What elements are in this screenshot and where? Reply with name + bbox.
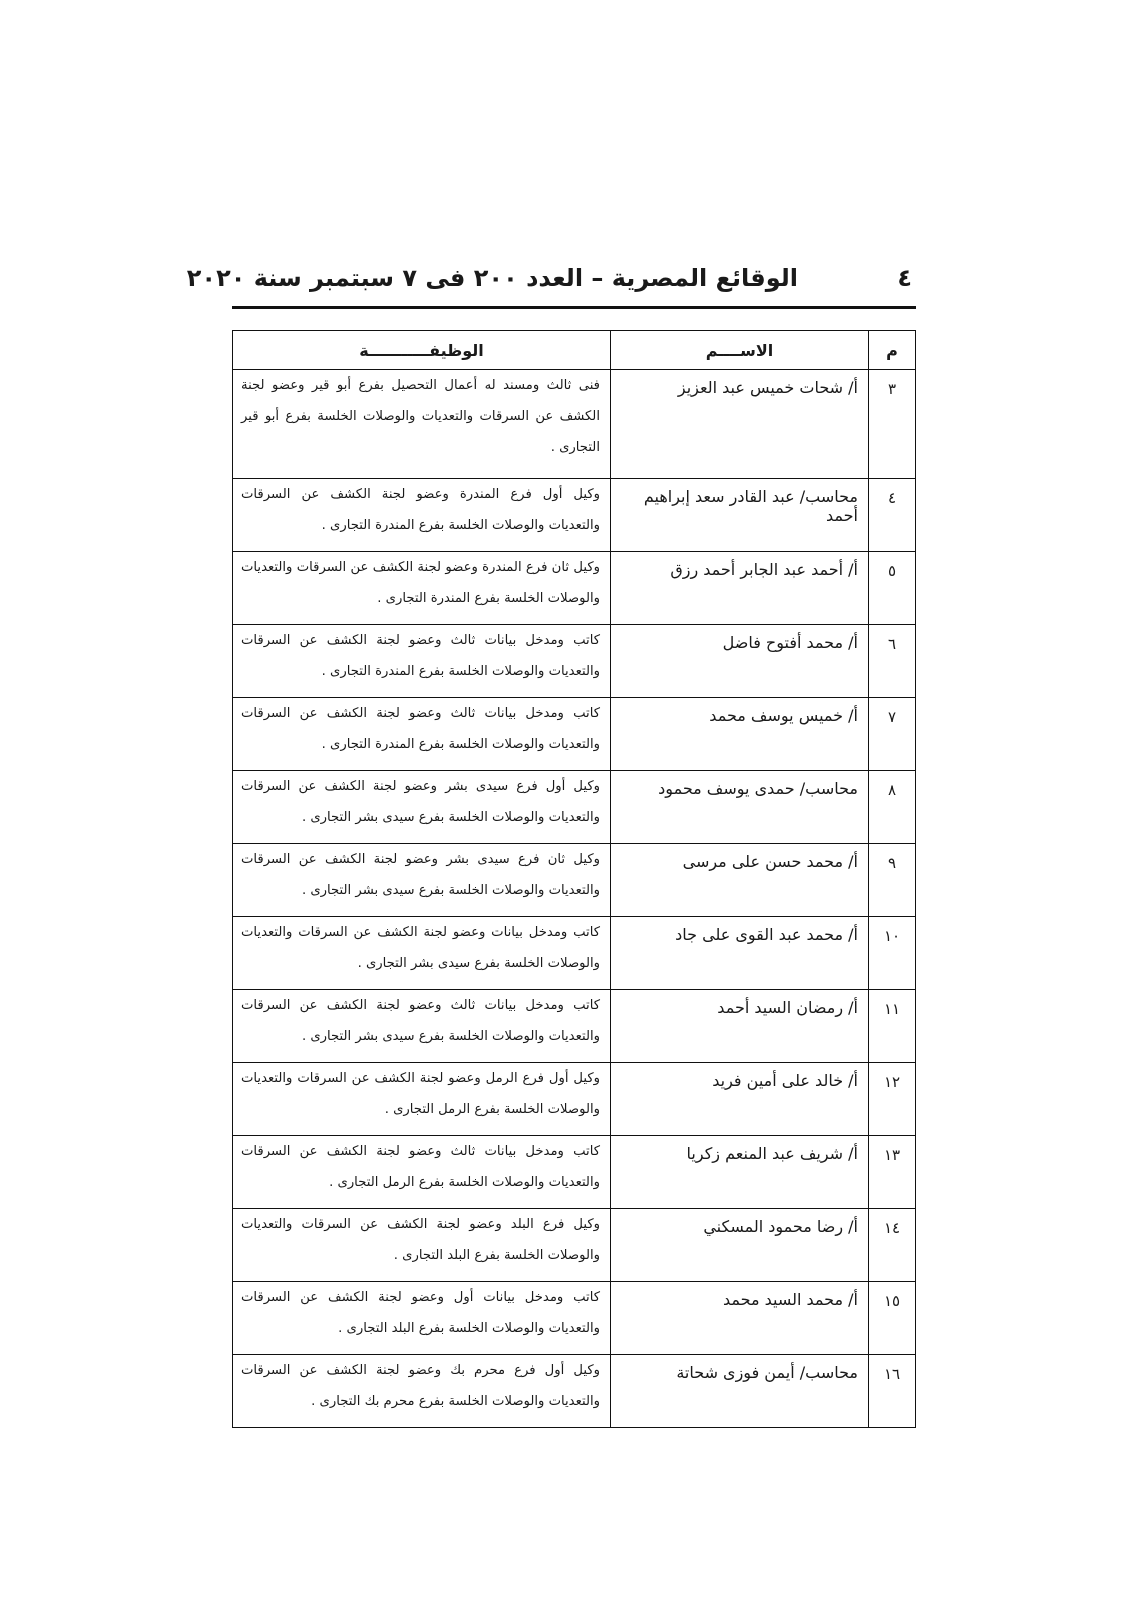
row-name: محاسب/ حمدى يوسف محمود	[611, 771, 869, 844]
table-row	[233, 698, 916, 771]
table-row	[233, 370, 916, 479]
page-header	[186, 262, 916, 302]
page-title: الوقائع المصرية – العدد ٢٠٠ فى ٧ سبتمبر سنة ٢٠٢٠	[186, 264, 798, 292]
table-row	[233, 625, 916, 698]
row-number: ١١	[869, 990, 916, 1063]
column-header-name: الاســــم	[611, 331, 869, 370]
row-job: وكيل ثان فرع سيدى بشر وعضو لجنة الكشف عن السرقات والتعديات والوصلات الخلسة بفرع سيدى بشر التجارى .	[233, 844, 611, 917]
table-row	[233, 1136, 916, 1209]
table-row	[233, 1282, 916, 1355]
row-number: ٣	[869, 370, 916, 479]
row-name: أ/ محمد السيد محمد	[611, 1282, 869, 1355]
row-job: وكيل فرع البلد وعضو لجنة الكشف عن السرقات والتعديات والوصلات الخلسة بفرع البلد التجارى .	[233, 1209, 611, 1282]
column-header-job: الوظيفـــــــــــة	[233, 331, 611, 370]
row-job: كاتب ومدخل بيانات ثالث وعضو لجنة الكشف عن السرقات والتعديات والوصلات الخلسة بفرع سيدى بشر التجارى .	[233, 990, 611, 1063]
row-number: ١٢	[869, 1063, 916, 1136]
row-name: أ/ شحات خميس عبد العزيز	[611, 370, 869, 479]
row-name: محاسب/ عبد القادر سعد إبراهيم أحمد	[611, 479, 869, 552]
header-divider	[232, 306, 916, 309]
row-job: كاتب ومدخل بيانات وعضو لجنة الكشف عن السرقات والتعديات والوصلات الخلسة بفرع سيدى بشر التجارى .	[233, 917, 611, 990]
row-name: أ/ رضا محمود المسكني	[611, 1209, 869, 1282]
page-number: ٤	[897, 264, 912, 292]
row-job: كاتب ومدخل بيانات ثالث وعضو لجنة الكشف عن السرقات والتعديات والوصلات الخلسة بفرع المندرة التجارى .	[233, 698, 611, 771]
row-job: وكيل ثان فرع المندرة وعضو لجنة الكشف عن السرقات والتعديات والوصلات الخلسة بفرع المندرة التجارى .	[233, 552, 611, 625]
row-name: أ/ رمضان السيد أحمد	[611, 990, 869, 1063]
table-row	[233, 917, 916, 990]
row-number: ٨	[869, 771, 916, 844]
row-job: وكيل أول فرع محرم بك وعضو لجنة الكشف عن السرقات والتعديات والوصلات الخلسة بفرع محرم بك التجارى .	[233, 1355, 611, 1428]
table-row	[233, 1355, 916, 1428]
column-header-number: م	[869, 331, 916, 370]
personnel-table	[232, 330, 916, 1428]
table-row	[233, 990, 916, 1063]
table-row	[233, 844, 916, 917]
table-row	[233, 1063, 916, 1136]
row-job: وكيل أول فرع المندرة وعضو لجنة الكشف عن السرقات والتعديات والوصلات الخلسة بفرع المندرة التجارى .	[233, 479, 611, 552]
row-job: كاتب ومدخل بيانات أول وعضو لجنة الكشف عن السرقات والتعديات والوصلات الخلسة بفرع البلد التجارى .	[233, 1282, 611, 1355]
row-job: وكيل أول فرع الرمل وعضو لجنة الكشف عن السرقات والتعديات والوصلات الخلسة بفرع الرمل التجارى .	[233, 1063, 611, 1136]
row-name: أ/ أحمد عبد الجابر أحمد رزق	[611, 552, 869, 625]
row-job: كاتب ومدخل بيانات ثالث وعضو لجنة الكشف عن السرقات والتعديات والوصلات الخلسة بفرع الرمل التجارى .	[233, 1136, 611, 1209]
row-number: ١٣	[869, 1136, 916, 1209]
row-name: أ/ خالد على أمين فريد	[611, 1063, 869, 1136]
row-number: ١٤	[869, 1209, 916, 1282]
row-number: ٦	[869, 625, 916, 698]
row-job: فنى ثالث ومسند له أعمال التحصيل بفرع أبو قير وعضو لجنة الكشف عن السرقات والتعديات والوصلات الخلسة بفرع أبو قير التجارى .	[233, 370, 611, 479]
row-number: ٥	[869, 552, 916, 625]
row-number: ١٥	[869, 1282, 916, 1355]
row-number: ١٦	[869, 1355, 916, 1428]
row-job: كاتب ومدخل بيانات ثالث وعضو لجنة الكشف عن السرقات والتعديات والوصلات الخلسة بفرع المندرة التجارى .	[233, 625, 611, 698]
row-number: ١٠	[869, 917, 916, 990]
row-name: أ/ محمد أفتوح فاضل	[611, 625, 869, 698]
row-job: وكيل أول فرع سيدى بشر وعضو لجنة الكشف عن السرقات والتعديات والوصلات الخلسة بفرع سيدى بشر التجارى .	[233, 771, 611, 844]
row-name: أ/ شريف عبد المنعم زكريا	[611, 1136, 869, 1209]
row-name: أ/ محمد حسن على مرسى	[611, 844, 869, 917]
row-number: ٩	[869, 844, 916, 917]
row-name: محاسب/ أيمن فوزى شحاتة	[611, 1355, 869, 1428]
table-header-row	[233, 331, 916, 370]
table-row	[233, 552, 916, 625]
row-name: أ/ خميس يوسف محمد	[611, 698, 869, 771]
row-name: أ/ محمد عبد القوى على جاد	[611, 917, 869, 990]
table-row	[233, 1209, 916, 1282]
row-number: ٤	[869, 479, 916, 552]
row-number: ٧	[869, 698, 916, 771]
table-row	[233, 771, 916, 844]
table-row	[233, 479, 916, 552]
